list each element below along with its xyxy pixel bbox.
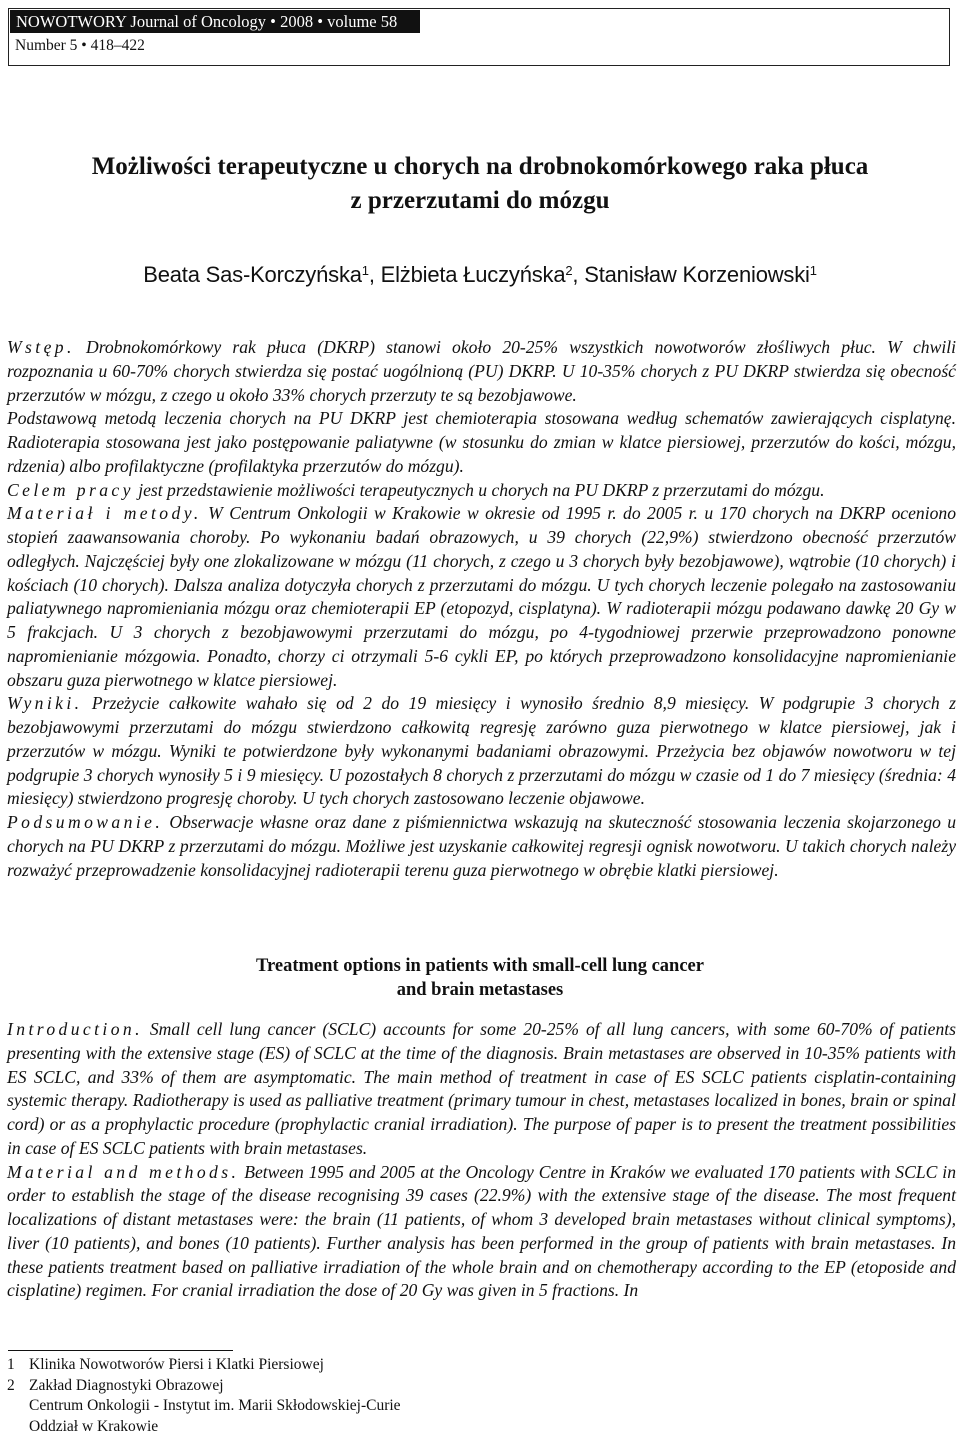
abstract-aim-paragraph (7, 479, 956, 503)
footnote-text-continuation: Oddział w Krakowie (7, 1417, 401, 1437)
abstract-methods-paragraph (7, 502, 956, 692)
affiliation-mark: 1 (362, 263, 369, 278)
section-label-intro: Wstęp. (7, 337, 75, 357)
english-methods-paragraph (7, 1161, 956, 1304)
author-list (0, 262, 960, 288)
footnote-item (7, 1376, 401, 1397)
journal-name-bar: NOWOTWORY Journal of Oncology • 2008 • volume 58 (10, 10, 420, 33)
polish-abstract (7, 336, 956, 882)
abstract-summary-paragraph (7, 811, 956, 882)
footnote-number: 1 (7, 1355, 29, 1376)
aim-text: jest przedstawienie możliwości terapeutycznych u chorych na PU DKRP z przerzutami do mózgu. (134, 480, 825, 500)
abstract-results-paragraph (7, 692, 956, 811)
abstract-intro-paragraph-2: Podstawową metodą leczenia chorych na PU DKRP jest chemioterapia stosowana według schematów zawierających cisplatynę. Radioterapia stosowana jest jako postępowanie paliatywne (w stosunku do zmian w klatce piersiowej, przerzutów do kości, mózgu, rdzenia) albo profilaktyczne (profilaktyka przerzutów do mózgu). (7, 407, 956, 478)
results-text: Przeżycie całkowite wahało się od 2 do 19 miesięcy i wynosiło średnio 8,9 miesięcy. W podgrupie 3 chorych z bezobjawowymi przerzutami do mózgu stwierdzono całkowitą regresję zarówno guza pierwotnego w klatce piersiowej, jak i przerzutów w mózgu. Wyniki te potwierdzone były wykonanymi badaniami obrazowymi. Przeżycia bez objawów nowotworu w tej podgrupie 3 chorych wynosiły 5 i 9 miesięcy. U pozostałych 8 chorych z przerzutami do mózgu w czasie od 1 do 7 miesięcy (średnia: 4 miesięcy) stwierdzono progresję choroby. U tych chorych zastosowano leczenie objawowe. (7, 693, 956, 808)
article-title (0, 150, 960, 218)
section-label-material-methods: Material and methods. (7, 1162, 239, 1182)
english-intro-paragraph (7, 1018, 956, 1161)
issue-info: Number 5 • 418–422 (15, 37, 145, 55)
title-line-2: z przerzutami do mózgu (0, 184, 960, 218)
author-name: Beata Sas-Korczyńska (143, 262, 362, 287)
author-name: Stanisław Korzeniowski (584, 262, 809, 287)
methods-text: W Centrum Onkologii w Krakowie w okresie od 1995 r. do 2005 r. u 170 chorych na DKRP oceniono stopień zaawansowania choroby. Po wykonaniu badań obrazowych, u 39 chorych (22,9%) stwierdzono obecność przerzutów odległych. Najczęściej były one zlokalizowane w mózgu (11 chorych, z czego u 3 chorych były bezobjawowe), wątrobie (10 chorych) i kościach (10 chorych). Dalsza analiza dotyczyła chorych z przerzutami do mózgu. U tych chorych leczenie polegało na zastosowaniu paliatywnego napromieniania mózgu oraz chemioterapii EP (etopozyd, cisplatyna). W radioterapii mózgu podawano dawkę 20 Gy w 5 frakcjach. U 3 chorych z bezobjawowymi przerzutami do mózgu, po 4-tygodniowej przerwie przeprowadzono ponowne napromienianie mózgowia. Ponadto, chorzy ci otrzymali 5-6 cykli EP, po których przeprowadzono konsolidacyjne napromienianie obszaru guza pierwotnego w klatce piersiowej. (7, 503, 956, 689)
section-label-methods: Materiał i metody. (7, 503, 202, 523)
abstract-intro-paragraph (7, 336, 956, 407)
footnote-text: Zakład Diagnostyki Obrazowej (29, 1376, 224, 1397)
footnotes (7, 1355, 401, 1437)
affiliation-mark: 1 (810, 263, 817, 278)
section-label-introduction: Introduction. (7, 1019, 143, 1039)
author-name: Elżbieta Łuczyńska (381, 262, 566, 287)
footnote-item (7, 1355, 401, 1376)
author-separator: , (369, 262, 381, 287)
title-line-1: Możliwości terapeutyczne u chorych na drobnokomórkowego raka płuca (0, 150, 960, 184)
intro-text: Drobnokomórkowy rak płuca (DKRP) stanowi około 20-25% wszystkich nowotworów złośliwych płuc. W chwili rozpoznania u 60-70% chorych stwierdza się postać uogólnioną (PU) DKRP. U 10-35% chorych z PU DKRP stwierdza się obecność przerzutów w mózgu, z czego u około 33% chorych przerzuty te są bezobjawowe. (7, 337, 956, 405)
english-methods-text: Between 1995 and 2005 at the Oncology Centre in Kraków we evaluated 170 patients with SCLC in order to establish the stage of the disease recognising 39 cases (22.9%) with the extensive stage of the disease. The most frequent localizations of distant metastases were: the brain (11 patients, of whom 3 developed brain metastases without clinical symptoms), liver (10 patients), and bones (10 patients). Further analysis has been performed in the group of patients with brain metastases. In these patients treatment based on palliative irradiation of the whole brain and on chemotherapy according to the EP (etoposide and cisplatine) regimen. For cranial irradiation the dose of 20 Gy was given in 5 fractions. In (7, 1162, 956, 1301)
section-label-results: Wyniki. (7, 693, 82, 713)
section-label-summary: Podsumowanie. (7, 812, 163, 832)
english-abstract (7, 1018, 956, 1303)
english-title (0, 954, 960, 1002)
author-separator: , (572, 262, 584, 287)
english-intro-text: Small cell lung cancer (SCLC) accounts for some 20-25% of all lung cancers, with some 60-70% of patients presenting with the extensive stage (ES) of SCLC at the time of the diagnosis. Brain metastases are observed in 10-35% patients with ES SCLC, and 33% of them are asymptomatic. The main method of treatment in case of ES SCLC patients cisplatin-containing systemic therapy. Radiotherapy is used as palliative treatment (primary tumour in chest, metastases localized in bones, brain or spinal cord) or as a prophylactic procedure (prophylactic cranial irradiation). The purpose of paper is to present the treatment possibilities in case of ES SCLC patients with brain metastases. (7, 1019, 956, 1158)
summary-text: Obserwacje własne oraz dane z piśmiennictwa wskazują na skuteczność stosowania leczenia skojarzonego u chorych na PU DKRP z przerzutami do mózgu. Możliwe jest uzyskanie całkowitej regresji ognisk nowotworu. U takich chorych należy rozważyć przeprowadzenie konsolidacyjnej radioterapii terenu guza pierwotnego w obrębie klatki piersiowej. (7, 812, 956, 880)
section-label-aim: Celem pracy (7, 480, 134, 500)
footnote-number: 2 (7, 1376, 29, 1397)
footnote-text: Klinika Nowotworów Piersi i Klatki Piersiowej (29, 1355, 324, 1376)
footnote-text-continuation: Centrum Onkologii - Instytut im. Marii Skłodowskiej-Curie (7, 1396, 401, 1417)
english-title-line-1: Treatment options in patients with small-cell lung cancer (0, 954, 960, 978)
affiliation-mark: 2 (565, 263, 572, 278)
english-title-line-2: and brain metastases (0, 978, 960, 1002)
footnote-divider (8, 1350, 233, 1351)
